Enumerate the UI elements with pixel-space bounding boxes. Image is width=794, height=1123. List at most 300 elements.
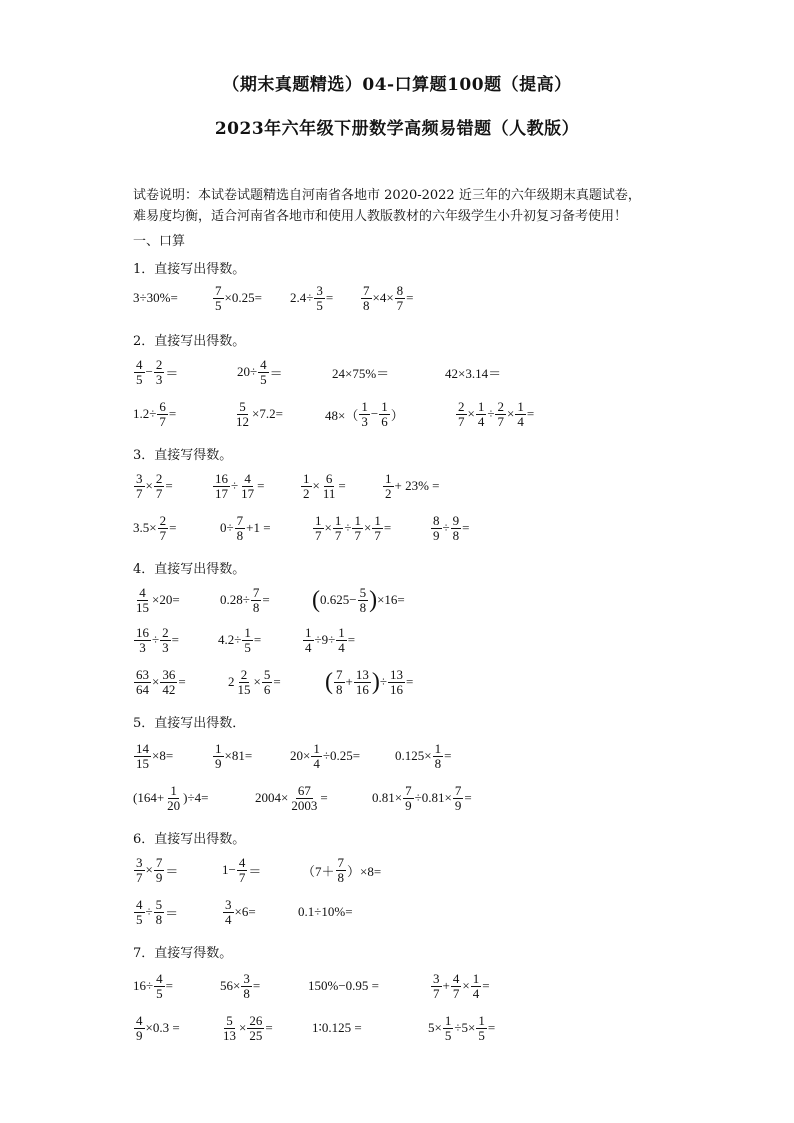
numerator: 1 bbox=[472, 970, 480, 986]
expr-text: = bbox=[257, 478, 265, 493]
expr bbox=[233, 394, 283, 434]
question-3-row-2 bbox=[0, 508, 794, 548]
denominator: 3 bbox=[162, 639, 169, 655]
expr-text: ＝ bbox=[269, 365, 283, 381]
denominator: 5 bbox=[136, 371, 143, 387]
expr-text: ÷ bbox=[145, 904, 153, 919]
expr bbox=[218, 620, 261, 660]
fraction bbox=[334, 668, 345, 697]
expr bbox=[133, 466, 173, 506]
fraction bbox=[154, 856, 165, 885]
denominator: 9 bbox=[155, 869, 163, 885]
expr-text: 1.2÷ bbox=[133, 406, 157, 421]
numerator: 1 bbox=[215, 740, 222, 756]
denominator: 8 bbox=[243, 985, 250, 1001]
numerator: 7 bbox=[155, 854, 163, 870]
expr-text: 24×75%＝ bbox=[332, 365, 390, 381]
fraction bbox=[134, 626, 151, 655]
denominator: 4 bbox=[305, 639, 312, 655]
fraction bbox=[158, 514, 169, 543]
numerator: 3 bbox=[136, 854, 143, 870]
fraction bbox=[313, 514, 324, 543]
numerator: 1 bbox=[517, 398, 524, 414]
denominator: 7 bbox=[238, 869, 246, 885]
numerator: 8 bbox=[396, 282, 404, 298]
denominator: 25 bbox=[249, 1027, 263, 1043]
expr bbox=[290, 736, 360, 776]
expr-text: ×4× bbox=[372, 290, 394, 305]
fraction bbox=[213, 284, 224, 313]
fraction bbox=[134, 358, 145, 387]
expr-text: ＝ bbox=[165, 365, 179, 381]
denominator: 5 bbox=[478, 1027, 485, 1043]
fraction bbox=[157, 400, 168, 429]
denominator: 5 bbox=[136, 911, 143, 927]
question-1-row bbox=[0, 278, 794, 318]
denominator: 7 bbox=[155, 485, 163, 501]
numerator: 14 bbox=[136, 740, 149, 756]
numerator: 4 bbox=[452, 970, 460, 986]
fraction bbox=[453, 784, 464, 813]
expr-text: ÷0.25= bbox=[322, 748, 361, 763]
fraction bbox=[213, 472, 230, 501]
fraction bbox=[160, 668, 177, 697]
expr-text: ×8= bbox=[152, 748, 174, 763]
numerator: 9 bbox=[452, 512, 460, 528]
fraction bbox=[383, 472, 394, 501]
fraction bbox=[258, 358, 269, 387]
fraction bbox=[213, 742, 224, 771]
fraction bbox=[321, 472, 338, 501]
denominator: 8 bbox=[452, 527, 460, 543]
fraction bbox=[247, 1014, 264, 1043]
fraction bbox=[358, 586, 369, 615]
fraction bbox=[354, 668, 371, 697]
numerator: 7 bbox=[454, 782, 462, 798]
numerator: 7 bbox=[336, 666, 343, 682]
numerator: 1 bbox=[334, 512, 342, 528]
denominator: 5 bbox=[156, 985, 163, 1001]
question-6-prompt: 6．直接写出得数。 bbox=[133, 832, 246, 847]
numerator: 1 bbox=[361, 398, 368, 414]
numerator: 16 bbox=[136, 624, 149, 640]
expr-text: = bbox=[383, 520, 392, 535]
expr bbox=[133, 1008, 180, 1048]
numerator: 2 bbox=[155, 470, 163, 486]
expr-text: × bbox=[312, 478, 320, 493]
expr-text: 难易度均衡，适合河南省各地市和使用人教版教材的六年级学生小升初复习备考使用！ bbox=[133, 209, 628, 224]
expr-text: ＝ bbox=[165, 863, 179, 879]
expr-text: （7＋ bbox=[302, 863, 335, 879]
fraction bbox=[241, 972, 252, 1001]
expr-text: 20× bbox=[290, 748, 311, 763]
expr-text: × bbox=[145, 862, 153, 877]
numerator: 4 bbox=[136, 356, 143, 372]
denominator: 13 bbox=[223, 1027, 236, 1043]
expr bbox=[133, 394, 176, 434]
denominator: 5 bbox=[244, 639, 251, 655]
expr-text: = bbox=[262, 592, 270, 607]
numerator: 4 bbox=[136, 1012, 143, 1028]
numerator: 8 bbox=[433, 512, 440, 528]
fraction bbox=[352, 514, 363, 543]
expr-text: ＝ bbox=[165, 905, 179, 921]
numerator: 3 bbox=[136, 470, 143, 486]
denominator: 9 bbox=[454, 797, 462, 813]
denominator: 4 bbox=[477, 413, 485, 429]
numerator: 1 bbox=[477, 398, 485, 414]
denominator: 2 bbox=[385, 485, 392, 501]
question-2-row-1 bbox=[0, 352, 794, 392]
expr-text: 0.125× bbox=[395, 748, 432, 763]
denominator: 7 bbox=[452, 985, 460, 1001]
denominator: 17 bbox=[241, 485, 255, 501]
denominator: 12 bbox=[236, 413, 249, 429]
denominator: 4 bbox=[517, 413, 524, 429]
question-3-row-1 bbox=[0, 466, 794, 506]
expr-text: = bbox=[253, 632, 262, 647]
numerator: 26 bbox=[249, 1012, 263, 1028]
denominator: 4 bbox=[472, 985, 480, 1001]
expr bbox=[308, 966, 379, 1006]
fraction bbox=[237, 856, 248, 885]
numerator: 63 bbox=[136, 666, 149, 682]
expr-text: = bbox=[406, 290, 414, 305]
expr-text: ÷ bbox=[231, 478, 239, 493]
expr-text: 16÷ bbox=[133, 978, 154, 993]
question-6-row-2 bbox=[0, 892, 794, 932]
fraction bbox=[134, 742, 151, 771]
denominator: 64 bbox=[136, 681, 149, 697]
numerator: 7 bbox=[236, 512, 244, 528]
denominator: 8 bbox=[252, 599, 260, 615]
fraction bbox=[311, 742, 322, 771]
expr-text: 48×（ bbox=[325, 407, 359, 423]
numerator: 4 bbox=[136, 896, 143, 912]
expr-text: × bbox=[145, 478, 153, 493]
question-4-row-3 bbox=[0, 662, 794, 702]
expr-text: ÷ bbox=[379, 674, 387, 689]
fraction bbox=[443, 1014, 454, 1043]
expr-text: 150%−0.95 = bbox=[308, 978, 379, 993]
numerator: 2 bbox=[155, 356, 163, 372]
numerator: 4 bbox=[139, 584, 146, 600]
expr bbox=[133, 352, 178, 392]
numerator: 5 bbox=[226, 1012, 233, 1028]
numerator: 7 bbox=[405, 782, 412, 798]
expr-text: × bbox=[363, 520, 372, 535]
section-heading: 一、口算 bbox=[133, 234, 186, 249]
expr bbox=[133, 580, 180, 620]
denominator: 7 bbox=[433, 985, 440, 1001]
fraction bbox=[235, 514, 246, 543]
fraction bbox=[388, 668, 405, 697]
numerator: 36 bbox=[162, 666, 176, 682]
expr-text: ×81= bbox=[224, 748, 253, 763]
expr bbox=[312, 580, 405, 620]
expr bbox=[237, 352, 283, 392]
denominator: 42 bbox=[162, 681, 176, 697]
expr-text: = bbox=[487, 1020, 496, 1035]
expr-text: × bbox=[467, 406, 475, 421]
fraction bbox=[242, 626, 253, 655]
numerator: 1 bbox=[313, 740, 320, 756]
denominator: 4 bbox=[338, 639, 345, 655]
numerator: 3 bbox=[433, 970, 440, 986]
expr-text: = bbox=[165, 478, 173, 493]
fraction bbox=[395, 284, 406, 313]
fraction bbox=[495, 400, 506, 429]
numerator: 2 bbox=[159, 512, 167, 528]
expr-text: 0.28÷ bbox=[220, 592, 250, 607]
question-4-row-2 bbox=[0, 620, 794, 660]
fraction bbox=[134, 856, 145, 885]
expr-text: + 23% = bbox=[394, 478, 440, 493]
fraction bbox=[314, 284, 325, 313]
fraction bbox=[154, 358, 165, 387]
numerator: 1 bbox=[478, 1012, 485, 1028]
expr bbox=[430, 508, 469, 548]
fraction bbox=[251, 586, 262, 615]
expr bbox=[133, 966, 173, 1006]
fraction bbox=[236, 668, 253, 697]
question-2-row-2 bbox=[0, 394, 794, 434]
denominator: 5 bbox=[260, 371, 267, 387]
numerator: 67 bbox=[297, 782, 311, 798]
fraction bbox=[359, 400, 370, 429]
denominator: 4 bbox=[313, 755, 320, 771]
numerator: 1 bbox=[354, 512, 361, 528]
fraction bbox=[515, 400, 526, 429]
expr-text: ÷0.81× bbox=[414, 790, 452, 805]
fraction bbox=[154, 972, 165, 1001]
expr-text: = bbox=[444, 748, 452, 763]
fraction bbox=[134, 898, 145, 927]
denominator: 7 bbox=[354, 527, 361, 543]
numerator: 1 bbox=[170, 782, 177, 798]
expr-text: ÷5× bbox=[454, 1020, 476, 1035]
expr-text: 2 bbox=[228, 674, 235, 689]
question-6-row-1 bbox=[0, 850, 794, 890]
expr bbox=[220, 966, 260, 1006]
expr-text: ×6= bbox=[234, 904, 256, 919]
fraction bbox=[165, 784, 182, 813]
numerator: 5 bbox=[239, 398, 246, 414]
expr bbox=[325, 394, 404, 434]
question-4-prompt: 4．直接写出得数。 bbox=[133, 562, 246, 577]
expr bbox=[220, 1008, 273, 1048]
numerator: 3 bbox=[316, 282, 323, 298]
expr bbox=[133, 662, 186, 702]
denominator: 7 bbox=[315, 527, 322, 543]
denominator: 17 bbox=[215, 485, 228, 501]
numerator: 4 bbox=[238, 854, 246, 870]
expr-text: ×20= bbox=[152, 592, 180, 607]
numerator: 1 bbox=[374, 512, 381, 528]
fraction bbox=[134, 586, 151, 615]
question-2-prompt: 2．直接写出得数。 bbox=[133, 334, 246, 349]
question-4-row-1 bbox=[0, 580, 794, 620]
denominator: 15 bbox=[136, 599, 149, 615]
denominator: 8 bbox=[236, 527, 244, 543]
fraction bbox=[303, 626, 314, 655]
numerator: 1 bbox=[444, 1012, 452, 1028]
numerator: 1 bbox=[381, 398, 388, 414]
expr-text: = bbox=[320, 790, 328, 805]
fraction bbox=[451, 972, 462, 1001]
expr bbox=[133, 278, 178, 318]
fraction bbox=[134, 1014, 145, 1043]
expr-text: (164+ bbox=[133, 790, 165, 805]
question-7-row-2 bbox=[0, 1008, 794, 1048]
question-7-prompt: 7．直接写得数。 bbox=[133, 946, 233, 961]
denominator: 7 bbox=[136, 485, 143, 501]
fraction bbox=[456, 400, 467, 429]
expr bbox=[133, 850, 178, 890]
expr-text: = bbox=[325, 290, 334, 305]
fraction bbox=[301, 472, 312, 501]
expr-text: = bbox=[178, 674, 186, 689]
denominator: 2003 bbox=[291, 797, 318, 813]
numerator: 3 bbox=[243, 970, 250, 986]
expr bbox=[212, 466, 264, 506]
fraction bbox=[476, 400, 487, 429]
numerator: 5 bbox=[263, 666, 271, 682]
question-5-row-2 bbox=[0, 778, 794, 818]
numerator: 2 bbox=[458, 398, 465, 414]
numerator: 2 bbox=[240, 666, 248, 682]
expr-text: = bbox=[165, 978, 173, 993]
denominator: 3 bbox=[139, 639, 146, 655]
fraction bbox=[471, 972, 482, 1001]
expr bbox=[430, 966, 490, 1006]
fraction bbox=[451, 514, 462, 543]
fraction bbox=[221, 1014, 238, 1043]
question-5-prompt: 5．直接写出得数． bbox=[133, 716, 246, 731]
denominator: 11 bbox=[322, 485, 336, 501]
expr-text: ＝ bbox=[248, 863, 262, 879]
denominator: 4 bbox=[225, 911, 232, 927]
fraction bbox=[134, 472, 145, 501]
denominator: 8 bbox=[434, 755, 442, 771]
expr-text: = bbox=[462, 520, 470, 535]
expr-text: − bbox=[145, 364, 153, 379]
expr bbox=[133, 892, 178, 932]
expr-text: = bbox=[252, 978, 261, 993]
denominator: 8 bbox=[336, 681, 343, 697]
expr bbox=[325, 662, 413, 702]
fraction bbox=[234, 400, 251, 429]
fraction bbox=[379, 400, 390, 429]
big-paren: ) bbox=[371, 669, 380, 695]
denominator: 7 bbox=[159, 527, 167, 543]
expr-text: = bbox=[464, 790, 472, 805]
numerator: 13 bbox=[355, 666, 369, 682]
expr bbox=[133, 778, 208, 818]
expr-text: ×7.2= bbox=[252, 406, 283, 421]
expr-text: = bbox=[273, 674, 281, 689]
denominator: 7 bbox=[497, 413, 504, 429]
expr bbox=[428, 1008, 495, 1048]
expr-text: × bbox=[253, 674, 261, 689]
denominator: 7 bbox=[396, 297, 404, 313]
numerator: 5 bbox=[155, 896, 163, 912]
expr bbox=[133, 620, 179, 660]
fraction bbox=[262, 668, 273, 697]
big-paren: ( bbox=[312, 587, 320, 613]
fraction bbox=[154, 472, 165, 501]
denominator: 16 bbox=[355, 681, 369, 697]
numerator: 1 bbox=[385, 470, 392, 486]
intro-text bbox=[133, 185, 693, 227]
expr-text: = bbox=[168, 406, 177, 421]
numerator: 6 bbox=[159, 398, 166, 414]
fraction bbox=[476, 1014, 487, 1043]
numerator: 1 bbox=[303, 470, 310, 486]
expr-text: 42×3.14＝ bbox=[445, 365, 502, 381]
expr bbox=[228, 662, 281, 702]
expr-text: ÷ bbox=[487, 406, 495, 421]
expr-text: ÷9÷ bbox=[314, 632, 336, 647]
expr-text: 5× bbox=[428, 1020, 442, 1035]
expr-text: = bbox=[338, 478, 346, 493]
expr bbox=[360, 278, 414, 318]
denominator: 3 bbox=[361, 413, 368, 429]
fraction bbox=[431, 514, 442, 543]
denominator: 9 bbox=[215, 755, 222, 771]
expr-text: 2004× bbox=[255, 790, 289, 805]
expr bbox=[455, 394, 534, 434]
fraction bbox=[134, 668, 151, 697]
numerator: 1 bbox=[338, 624, 345, 640]
document-subtitle: 2023年六年级下册数学高频易错题（人教版） bbox=[214, 119, 580, 139]
expr-text: 试卷说明：本试卷试题精选自河南省各地市 2020-2022 近三年的六年级期末真题试卷， bbox=[133, 188, 641, 203]
fraction bbox=[361, 284, 372, 313]
denominator: 15 bbox=[237, 681, 251, 697]
expr-text: ×16= bbox=[377, 592, 405, 607]
expr-text: × bbox=[152, 674, 160, 689]
expr bbox=[222, 850, 261, 890]
big-paren: ) bbox=[369, 587, 378, 613]
fraction bbox=[433, 742, 444, 771]
denominator: 8 bbox=[155, 911, 163, 927]
expr bbox=[312, 1008, 362, 1048]
expr-text: + bbox=[442, 978, 450, 993]
expr-text: + bbox=[345, 674, 353, 689]
expr bbox=[372, 778, 472, 818]
expr-text: = bbox=[347, 632, 356, 647]
expr-text: 0÷ bbox=[220, 520, 234, 535]
expr-text: 0.1÷10%= bbox=[298, 904, 353, 919]
expr-text: = bbox=[405, 674, 414, 689]
denominator: 9 bbox=[136, 1027, 143, 1043]
denominator: 16 bbox=[389, 681, 403, 697]
denominator: 7 bbox=[159, 413, 166, 429]
expr-text: ÷ bbox=[152, 632, 160, 647]
fraction bbox=[223, 898, 234, 927]
numerator: 4 bbox=[260, 356, 267, 372]
fraction bbox=[154, 898, 165, 927]
denominator: 5 bbox=[444, 1027, 452, 1043]
fraction bbox=[403, 784, 414, 813]
expr-text: × bbox=[239, 1020, 247, 1035]
expr bbox=[220, 580, 270, 620]
expr bbox=[212, 736, 252, 776]
expr-text: 1∶0.125 = bbox=[312, 1020, 362, 1035]
expr-text: 1− bbox=[222, 862, 236, 877]
expr bbox=[302, 850, 381, 890]
denominator: 15 bbox=[136, 755, 149, 771]
